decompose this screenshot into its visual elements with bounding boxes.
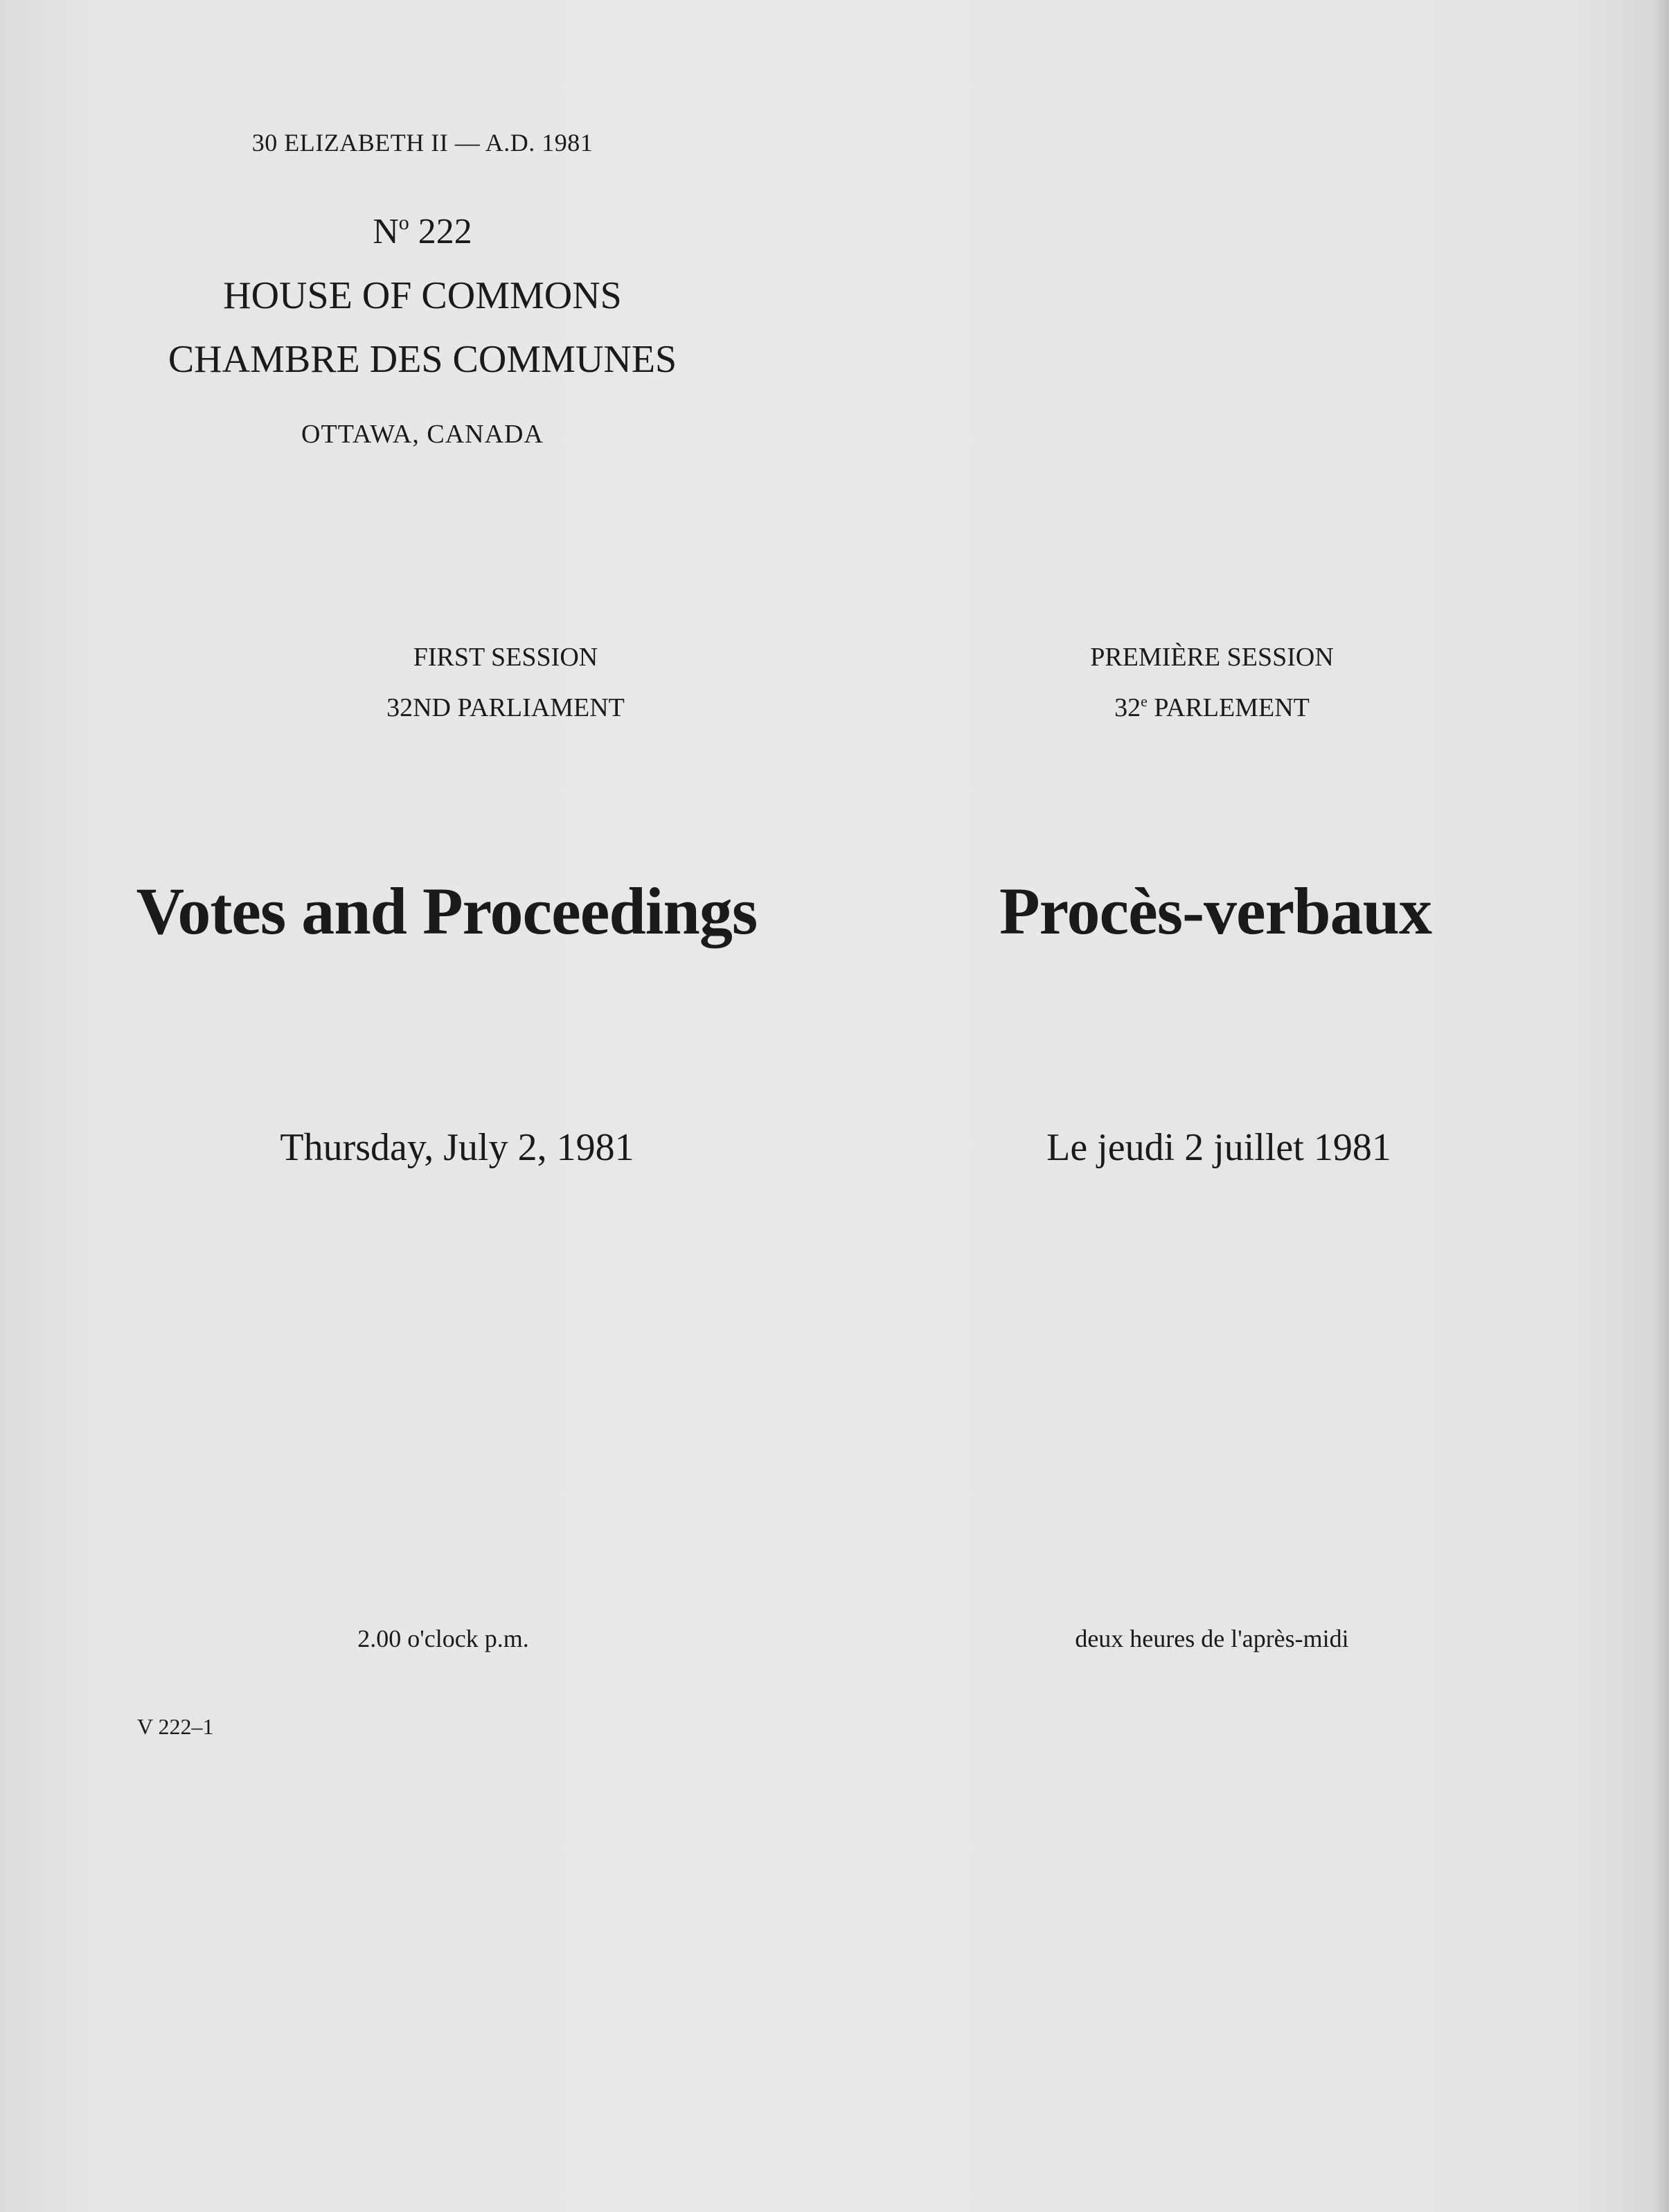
issue-number-prefix: N [373, 212, 399, 251]
house-name-french: CHAMBRE DES COMMUNES [168, 338, 677, 381]
sitting-time-french: deux heures de l'après-midi [1075, 1625, 1349, 1652]
issue-number-superscript: o [398, 211, 409, 234]
issue-number-value: 222 [409, 212, 472, 251]
parliament-french-word: PARLEMENT [1147, 693, 1310, 722]
parliament-english: 32ND PARLIAMENT [386, 693, 625, 722]
parliament-french-number: 32 [1114, 693, 1141, 722]
location: OTTAWA, CANADA [301, 420, 544, 449]
house-name-english: HOUSE OF COMMONS [223, 274, 622, 317]
parliament-french-superscript: e [1141, 693, 1148, 710]
title-english: Votes and Proceedings [136, 874, 758, 948]
session-english: FIRST SESSION [413, 643, 598, 672]
title-french: Procès-verbaux [999, 874, 1432, 948]
regnal-year-header: 30 ELIZABETH II — A.D. 1981 [251, 129, 593, 157]
parliament-french [1004, 693, 1420, 723]
issue-number [0, 211, 845, 252]
date-english: Thursday, July 2, 1981 [280, 1126, 634, 1169]
session-french: PREMIÈRE SESSION [1090, 643, 1334, 672]
page-reference: V 222–1 [137, 1714, 214, 1739]
date-french: Le jeudi 2 juillet 1981 [1046, 1126, 1391, 1169]
sitting-time-english: 2.00 o'clock p.m. [357, 1625, 529, 1652]
page-edge-shadow [1654, 0, 1669, 2212]
